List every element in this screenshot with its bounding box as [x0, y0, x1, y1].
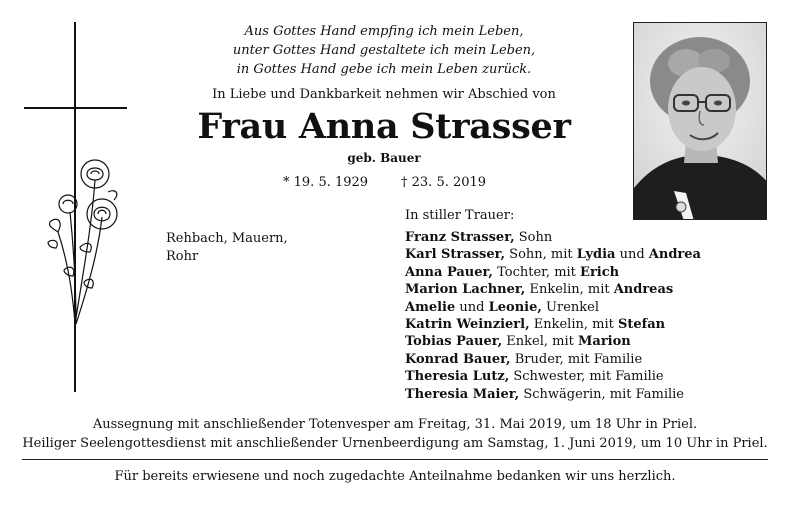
- mourner-line: [405, 264, 701, 281]
- mourner-line: [405, 316, 701, 333]
- mourner-relation: und: [455, 299, 489, 315]
- mourner-relation: Enkelin, mit: [525, 282, 614, 298]
- mourner-name: Karl Strasser,: [405, 247, 506, 263]
- mourner-relation: Enkelin, mit: [529, 317, 618, 333]
- places: [166, 230, 288, 266]
- intro-text: In Liebe und Dankbarkeit nehmen wir Abschied von: [212, 87, 556, 102]
- place-line: Rehbach, Mauern,: [166, 231, 288, 246]
- mourners-heading: In stiller Trauer:: [405, 208, 515, 223]
- mourner-line: [405, 246, 701, 263]
- verse-line: in Gottes Hand gebe ich mein Leben zurück.: [236, 62, 532, 77]
- mourner-line: [405, 229, 701, 246]
- mourner-line: [405, 351, 701, 368]
- mourner-line: [405, 281, 701, 298]
- mourner-relation: Schwägerin, mit Familie: [519, 386, 685, 402]
- mourner-relation: Tochter, mit: [492, 264, 581, 280]
- mourner-name: Leonie,: [488, 299, 542, 315]
- mourner-name: Stefan: [617, 317, 666, 333]
- divider: [22, 459, 768, 460]
- mourner-name: Tobias Pauer,: [405, 334, 503, 350]
- mourner-relation: Sohn: [514, 230, 553, 245]
- mourner-name: Erich: [580, 264, 620, 280]
- mourner-name: Andreas: [613, 282, 674, 298]
- mourner-relation: und: [615, 247, 649, 263]
- mourner-line: [405, 333, 701, 350]
- mourner-relation: Sohn, mit: [505, 247, 577, 263]
- mourner-name: Andrea: [648, 247, 701, 263]
- portrait-photo: [633, 22, 767, 220]
- mourner-line: [405, 299, 701, 316]
- mourner-relation: Enkel, mit: [502, 334, 578, 350]
- mourner-name: Theresia Lutz,: [405, 369, 510, 385]
- mourner-relation: Schwester, mit Familie: [509, 369, 664, 385]
- mourners-list: [405, 229, 701, 403]
- mourner-relation: Urenkel: [541, 299, 599, 315]
- service-info: [10, 415, 780, 453]
- place-line: Rohr: [166, 249, 199, 264]
- mourner-line: [405, 368, 701, 385]
- mourner-name: Katrin Weinzierl,: [405, 317, 530, 333]
- cross-icon-horizontal: [24, 107, 127, 109]
- verse-line: Aus Gottes Hand empfing ich mein Leben,: [244, 24, 524, 39]
- maiden-name: geb. Bauer: [347, 151, 421, 165]
- service-line: Heiliger Seelengottesdienst mit anschließender Urnenbeerdigung am Samstag, 1. Juni 2019, um 10 Uhr in Priel.: [22, 436, 768, 451]
- mourner-name: Amelie: [405, 299, 456, 315]
- deceased-name: Frau Anna Strasser: [197, 106, 571, 147]
- mourner-name: Marion Lachner,: [405, 282, 526, 298]
- mourner-name: Anna Pauer,: [405, 264, 493, 280]
- birth-date: * 19. 5. 1929: [283, 175, 369, 190]
- mourner-name: Konrad Bauer,: [405, 351, 511, 367]
- mourner-name: Franz Strasser,: [405, 230, 515, 245]
- mourner-name: Marion: [578, 334, 631, 350]
- mourner-name: Lydia: [576, 247, 616, 263]
- thanks-text: Für bereits erwiesene und noch zugedachte Anteilnahme bedanken wir uns herzlich.: [114, 469, 676, 484]
- mourner-name: Theresia Maier,: [405, 386, 520, 402]
- mourner-line: [405, 386, 701, 403]
- verse-line: unter Gottes Hand gestaltete ich mein Leben,: [232, 43, 536, 58]
- roses-icon: [40, 152, 125, 327]
- service-line: Aussegnung mit anschließender Totenvesper am Freitag, 31. Mai 2019, um 18 Uhr in Priel.: [92, 417, 698, 432]
- mourner-relation: Bruder, mit Familie: [510, 351, 643, 367]
- death-date: † 23. 5. 2019: [401, 175, 487, 190]
- verse: [170, 22, 598, 79]
